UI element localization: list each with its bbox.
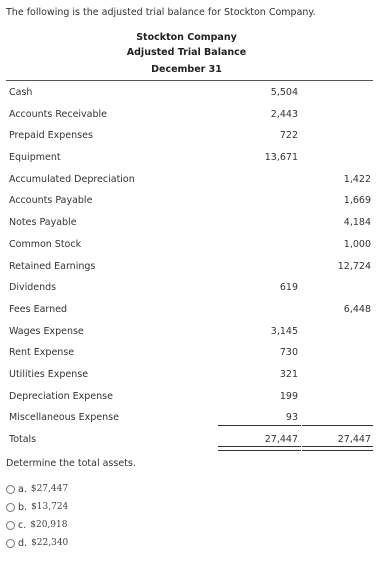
account-name: Fees Earned (9, 303, 68, 315)
debit-amount: 619 (279, 282, 298, 294)
credit-total: 27,447 (337, 434, 371, 445)
debit-amount: 13,671 (264, 152, 298, 164)
table-top-rule (6, 80, 373, 81)
account-name: Prepaid Expenses (9, 130, 93, 142)
option-value: $20,918 (30, 520, 68, 530)
credit-amount: 1,422 (343, 173, 371, 185)
table-row (6, 234, 373, 256)
table-row (6, 364, 373, 386)
debit-amount: 199 (279, 390, 298, 402)
debit-amount: 2,443 (270, 108, 298, 120)
radio-button-icon[interactable] (6, 539, 15, 548)
intro-text: The following is the adjusted trial balance for Stockton Company. (6, 7, 316, 18)
credit-amount: 6,448 (343, 303, 371, 315)
trial-balance-table (6, 82, 373, 451)
option-value: $13,724 (31, 502, 69, 512)
credit-amount: 12,724 (337, 260, 371, 272)
debit-double-rule (218, 446, 301, 451)
option-value: $22,340 (31, 538, 69, 548)
table-row (6, 386, 373, 408)
answer-choices (6, 480, 68, 552)
table-row (6, 125, 373, 147)
account-name: Retained Earnings (9, 260, 96, 272)
option-letter: d. (18, 537, 28, 549)
option-letter: b. (18, 501, 28, 513)
credit-total-rule (302, 425, 373, 426)
table-row (6, 190, 373, 212)
credit-amount: 1,669 (343, 195, 371, 207)
account-name: Common Stock (9, 238, 82, 250)
table-row (6, 169, 373, 191)
table-row (6, 212, 373, 234)
radio-button-icon[interactable] (6, 521, 15, 530)
credit-double-rule (302, 446, 373, 451)
account-name: Dividends (9, 282, 57, 294)
account-name: Accounts Receivable (9, 108, 108, 120)
company-name: Stockton Company (136, 32, 237, 43)
table-row (6, 342, 373, 364)
option-letter: c. (18, 519, 27, 531)
answer-option-a[interactable] (6, 480, 68, 498)
debit-total: 27,447 (264, 434, 298, 445)
table-row (6, 256, 373, 278)
credit-amount: 4,184 (343, 217, 371, 229)
table-row (6, 321, 373, 343)
totals-label: Totals (9, 434, 37, 445)
account-name: Notes Payable (9, 217, 77, 229)
account-name: Rent Expense (9, 347, 75, 359)
debit-amount: 5,504 (270, 87, 298, 98)
table-row (6, 277, 373, 299)
answer-option-c[interactable] (6, 516, 68, 534)
answer-option-d[interactable] (6, 534, 68, 552)
radio-button-icon[interactable] (6, 485, 15, 494)
table-row (6, 104, 373, 126)
option-value: $27,447 (30, 484, 69, 494)
debit-amount: 3,145 (270, 325, 298, 337)
account-name: Cash (9, 87, 33, 98)
statement-date: December 31 (151, 64, 222, 75)
debit-amount: 93 (285, 412, 298, 424)
debit-amount: 321 (279, 368, 298, 380)
account-name: Utilities Expense (9, 368, 89, 380)
debit-amount: 722 (279, 130, 298, 142)
account-name: Accounts Payable (9, 195, 93, 207)
option-letter: a. (18, 483, 27, 495)
table-row (6, 299, 373, 321)
account-name: Wages Expense (9, 325, 84, 337)
answer-option-b[interactable] (6, 498, 68, 516)
table-row (6, 82, 373, 104)
debit-amount: 730 (279, 347, 298, 359)
account-name: Equipment (9, 152, 61, 164)
account-name: Depreciation Expense (9, 390, 113, 402)
table-row (6, 147, 373, 169)
debit-total-rule (218, 425, 301, 426)
credit-amount: 1,000 (343, 238, 371, 250)
question-text: Determine the total assets. (6, 458, 136, 469)
account-name: Accumulated Depreciation (9, 173, 135, 185)
statement-title: Adjusted Trial Balance (126, 47, 247, 58)
radio-button-icon[interactable] (6, 503, 15, 512)
account-name: Miscellaneous Expense (9, 412, 119, 424)
